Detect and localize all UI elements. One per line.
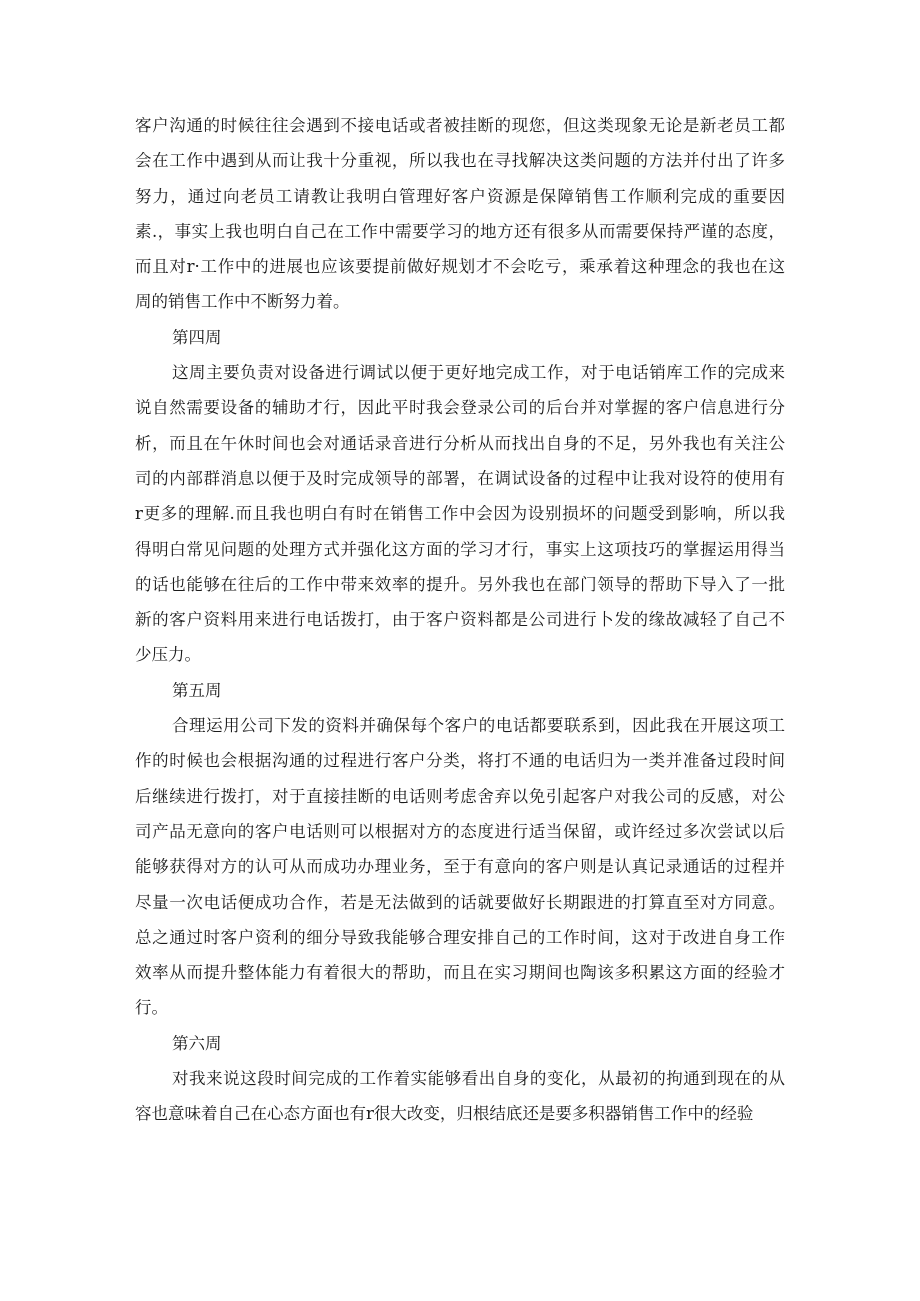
text-line: 尽量一次电话便成功合作，若是无法做到的话就要做好长期跟进的打算直至对方同意。 (135, 892, 785, 912)
text-line: 司的内部群消息以便于及时完成领导的部署，在调试设备的过程中让我对设符的使用有 (135, 468, 785, 488)
text-line: 而且对r·工作中的进展也应该要提前做好规划才不会吃亏，乘承着这种理念的我也在这 (135, 257, 785, 277)
text-line: 客户沟通的时候往往会遇到不接电话或者被挂断的现您，但这类现象无论是新老员工都 (135, 116, 785, 135)
text-line: r更多的理解.而且我也明白有时在销售工作中会因为设别损坏的问题受到影响，所以我 (135, 504, 785, 524)
paragraph (135, 1061, 785, 1132)
text-line: 容也意味着自己在心态方面也有r很大改变，归根结底还是要多积器销售工作中的经验 (135, 1104, 754, 1124)
section-heading: 第六周 (172, 1033, 222, 1053)
section-heading: 第五周 (172, 680, 222, 700)
text-line: 这周主要负责对设备进行调试以便于更好地完成工作，对于电话销库工作的完成来 (172, 363, 785, 383)
text-line: 素.，事实上我也明白自己在工作中需要学习的地方还有很多从而需要保持严谨的态度， (135, 221, 785, 241)
section-heading: 第四周 (172, 327, 222, 347)
document-body (135, 108, 785, 1132)
text-line: 少压力。 (135, 645, 201, 665)
text-line: 周的销售工作中不断努力着。 (135, 292, 350, 312)
text-line: 得明白常见问题的处理方式并强化这方面的学习才行，事实上这项技巧的掌握运用得当 (135, 539, 785, 559)
text-line: 合理运用公司下发的资料并确保每个客户的电话都要联系到，因此我在开展这项工 (172, 716, 785, 736)
text-line: 说自然需要设备的辅助才行，因此平时我会登录公司的后台并对掌握的客户信息进行分 (135, 398, 785, 418)
paragraph (135, 708, 785, 1026)
text-line: 司产品无意向的客户电话则可以根据对方的态度进行适当保留，或许经过多次尝试以后 (135, 821, 785, 841)
text-line: 效率从而提升整体能力有着很大的帮助，而且在实习期间也陶该多积累这方面的经验才 (135, 963, 785, 983)
paragraph (135, 108, 785, 320)
text-line: 对我来说这段时间完成的工作着实能够看出自身的变化，从最初的拘通到现在的从 (172, 1069, 785, 1089)
text-line: 的话也能够在往后的工作中带来效率的提升。另外我也在部门领导的帮助下导入了一批 (135, 574, 785, 594)
text-line: 后继续进行拨打，对于直接挂断的电话则考虑舍弃以免引起客户对我公司的反感，对公 (135, 786, 785, 806)
text-line: 新的客户资料用来进行电话拨打，由于客户资料都是公司进行卜发的缘故减轻了自己不 (135, 610, 785, 630)
paragraph (135, 355, 785, 673)
text-line: 总之通过时客户资利的细分导致我能够合理安排自己的工作时间，这对于改进自身工作 (135, 927, 785, 947)
text-line: 努力，通过向老员工请教让我明白管理好客户资源是保障销售工作顺利完成的重要因 (135, 186, 785, 206)
text-line: 析，而且在午休时间也会对通话录音进行分析从而找出自身的不足，另外我也有关注公 (135, 433, 785, 453)
text-line: 能够获得对方的认可从而成功办理业务，至于有意向的客户则是认真记录通话的过程并 (135, 857, 785, 877)
text-line: 行。 (135, 998, 168, 1018)
text-line: 作的时候也会根据沟通的过程进行客户分类，将打不通的电话归为一类并准备过段时间 (135, 751, 785, 771)
text-line: 会在工作中遇到从而让我十分重视，所以我也在寻找解决这类问题的方法并付出了许多 (135, 151, 785, 171)
